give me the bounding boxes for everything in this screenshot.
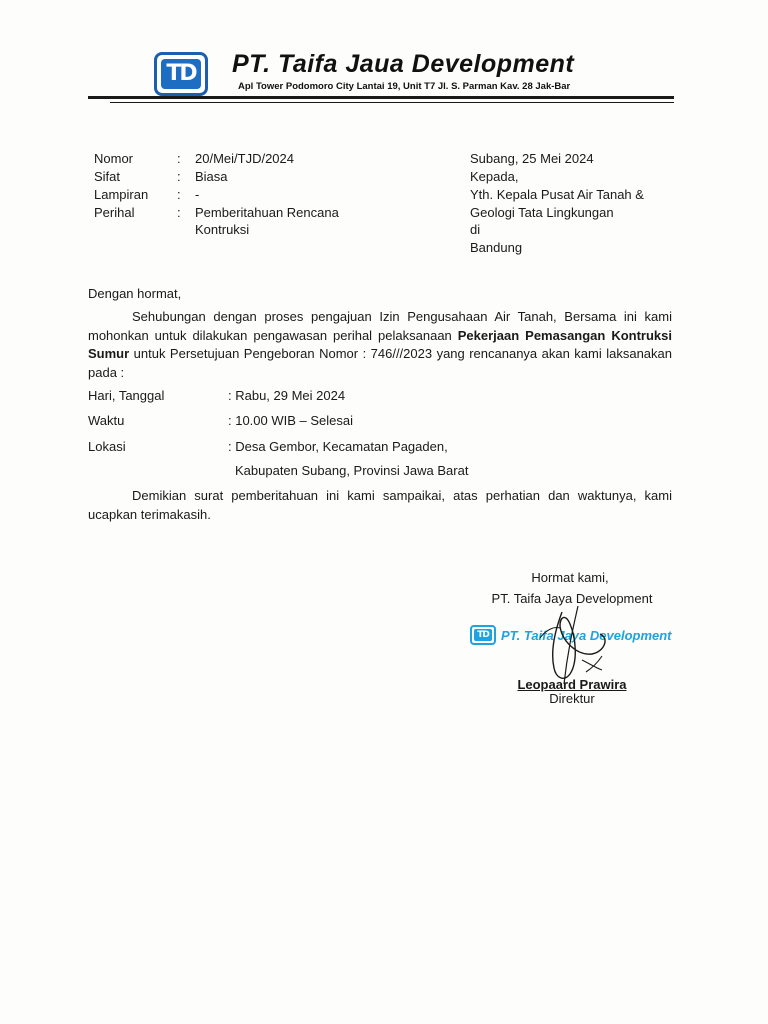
letterhead-rule-thin bbox=[110, 102, 674, 103]
signer-title: Direktur bbox=[549, 691, 595, 706]
detail-value-location-cont: Kabupaten Subang, Provinsi Jawa Barat bbox=[235, 463, 469, 478]
closing-paragraph bbox=[88, 487, 672, 524]
signer-name: Leopaard Prawira bbox=[517, 677, 627, 692]
paragraph-text-b: untuk Persetujuan Pengeboran Nomor : 746///2023 yang rencananya akan kami laksanakan pada : bbox=[88, 346, 672, 380]
meta-value-sifat: Biasa bbox=[195, 169, 228, 184]
stamp-logo-icon: TD bbox=[470, 625, 496, 645]
meta-colon: : bbox=[177, 205, 181, 220]
body-paragraph bbox=[88, 308, 672, 382]
logo-mark: TD bbox=[161, 59, 201, 89]
meta-colon: : bbox=[177, 169, 181, 184]
meta-label-sifat: Sifat bbox=[94, 169, 121, 184]
detail-value-location: : Desa Gembor, Kecamatan Pagaden, bbox=[228, 439, 448, 454]
company-logo bbox=[154, 52, 208, 96]
meta-value-perihal-cont: Kontruksi bbox=[195, 222, 250, 237]
meta-label-lampiran: Lampiran bbox=[94, 187, 149, 202]
detail-value-date: : Rabu, 29 Mei 2024 bbox=[228, 388, 346, 403]
detail-label-location: Lokasi bbox=[88, 439, 126, 454]
closing-text: Demikian surat pemberitahuan ini kami sampaikai, atas perhatian dan waktunya, kami ucapkan terimakasih. bbox=[88, 488, 672, 522]
meta-label-nomor: Nomor bbox=[94, 151, 134, 166]
handwritten-signature bbox=[520, 598, 630, 688]
recipient-di: di bbox=[470, 222, 481, 237]
detail-value-time: : 10.00 WIB – Selesai bbox=[228, 413, 354, 428]
signatory-company: PT. Taifa Jaya Development bbox=[491, 591, 653, 606]
letterhead-rule-thick bbox=[88, 96, 674, 99]
company-name: PT. Taifa Jaua Development bbox=[232, 50, 575, 78]
recipient-line-2: Geologi Tata Lingkungan bbox=[470, 205, 614, 220]
recipient-to: Kepada, bbox=[470, 169, 519, 184]
recipient-city: Bandung bbox=[470, 240, 523, 255]
meta-label-perihal: Perihal bbox=[94, 205, 135, 220]
place-date: Subang, 25 Mei 2024 bbox=[470, 151, 594, 166]
meta-colon: : bbox=[177, 151, 181, 166]
meta-value-nomor: 20/Mei/TJD/2024 bbox=[195, 151, 294, 166]
company-address: Apl Tower Podomoro City Lantai 19, Unit T7 Jl. S. Parman Kav. 28 Jak-Bar bbox=[238, 81, 571, 92]
paragraph-emphasis: Pekerjaan Pemasangan Kontruksi Sumur bbox=[88, 327, 672, 361]
paragraph-text-a: Sehubungan dengan proses pengajuan Izin Pengusahaan Air Tanah, Bersama ini kami mohonkan untuk dilakukan pengawasan perihal pelaksanaan bbox=[88, 309, 672, 343]
meta-value-perihal: Pemberitahuan Rencana bbox=[195, 205, 339, 220]
detail-label-time: Waktu bbox=[88, 413, 125, 428]
stamp-text: PT. Taifa Jaya Development bbox=[501, 627, 672, 643]
meta-colon: : bbox=[177, 187, 181, 202]
recipient-line-1: Yth. Kepala Pusat Air Tanah & bbox=[470, 187, 644, 202]
closing-regards: Hormat kami, bbox=[531, 570, 609, 585]
detail-label-date: Hari, Tanggal bbox=[88, 388, 165, 403]
greeting: Dengan hormat, bbox=[88, 286, 182, 301]
meta-value-lampiran: - bbox=[195, 187, 200, 202]
